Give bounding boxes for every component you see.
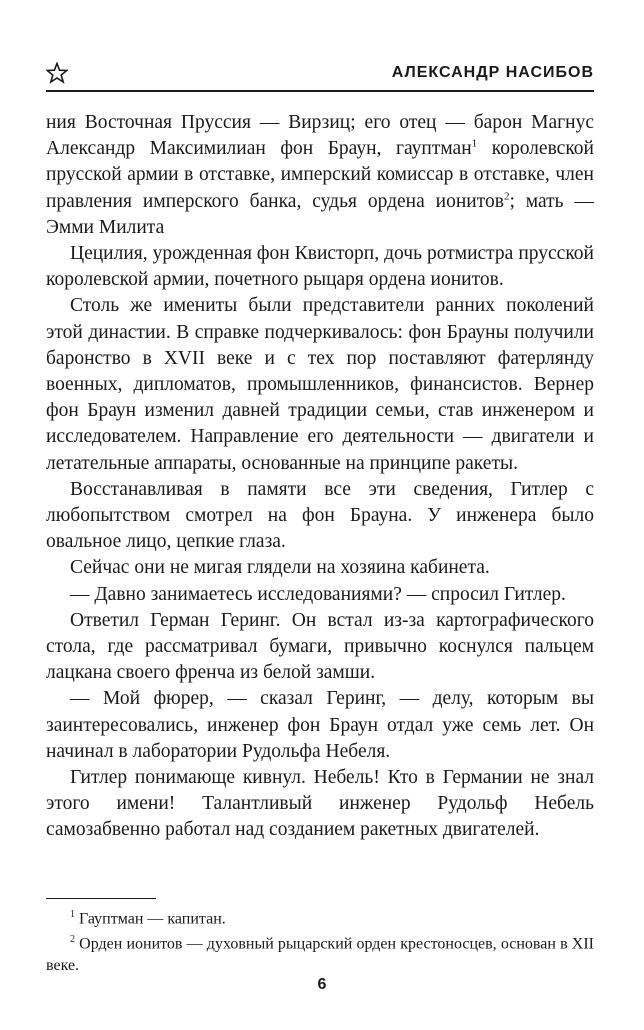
main-text — [46, 110, 594, 844]
author-name: АЛЕКСАНДР НАСИБОВ — [391, 64, 594, 81]
paragraph: Сейчас они не мигая глядели на хозяина кабинета. — [70, 557, 490, 579]
running-header — [46, 60, 594, 94]
paragraph: Гитлер понимающе кивнул. Небель! Кто в Германии не знал этого имени! Талантливый инженер Рудольф Небель самозабвенно работал над созданием ракетных двигателей. — [46, 767, 594, 841]
paragraph: ния Восточная Пруссия — Вирзиц; его отец — барон Магнус Александр Максимилиан фон Браун, гауптман$^1$ королевской прусской армии в отставке, имперский комиссар в отставке, член правления имперского банка, судья ордена ионитов$^2$; мать — Эмми Милита — [46, 112, 594, 238]
footnote: $^1$ Гауптман — капитан. — [70, 909, 226, 928]
paragraph: Восстанавливая в памяти все эти сведения, Гитлер с любопытством смотрел на фон Брауна. У инженера было овальное лицо, цепкие глаза. — [46, 478, 594, 553]
footnote-rule — [46, 898, 156, 899]
star-icon — [46, 62, 68, 84]
paragraph: — Давно занимаетесь исследованиями? — спросил Гитлер. — [70, 583, 566, 605]
footnote-ref: 2 — [503, 190, 510, 203]
footnote-ref: 1 — [471, 137, 478, 150]
paragraph: — Мой фюрер, — сказал Геринг, — делу, которым вы заинтересовались, инженер фон Браун отдал уже семь лет. Он начинал в лаборатории Рудольфа Небеля. — [46, 688, 594, 762]
paragraph: Столь же имениты были представители ранних поколений этой династии. В справке подчеркивалось: фон Брауны получили баронство в XVII веке и с тех пор поставляют фатерлянду военных, дипломатов, промышленников, финансистов. Вернер фон Браун изменил давней традиции семьи, став инженером и исследователем. Направление его деятельности — двигатели и летательные аппараты, основанные на принципе ракеты. — [46, 295, 594, 474]
header-rule — [46, 90, 594, 92]
footnote: $^2$ Орден ионитов — духовный рыцарский орден крестоносцев, основан в XII веке. — [46, 934, 594, 974]
footnotes — [46, 904, 594, 976]
page-number: 6 — [317, 976, 327, 993]
paragraph: Ответил Герман Геринг. Он встал из-за картографического стола, где рассматривал бумаги, привычно коснулся пальцем лацкана своего френча из белой замши. — [46, 609, 594, 684]
paragraph: Цецилия, урожденная фон Квисторп, дочь ротмистра прусской королевской армии, почетного рыцаря ордена ионитов. — [46, 243, 594, 291]
